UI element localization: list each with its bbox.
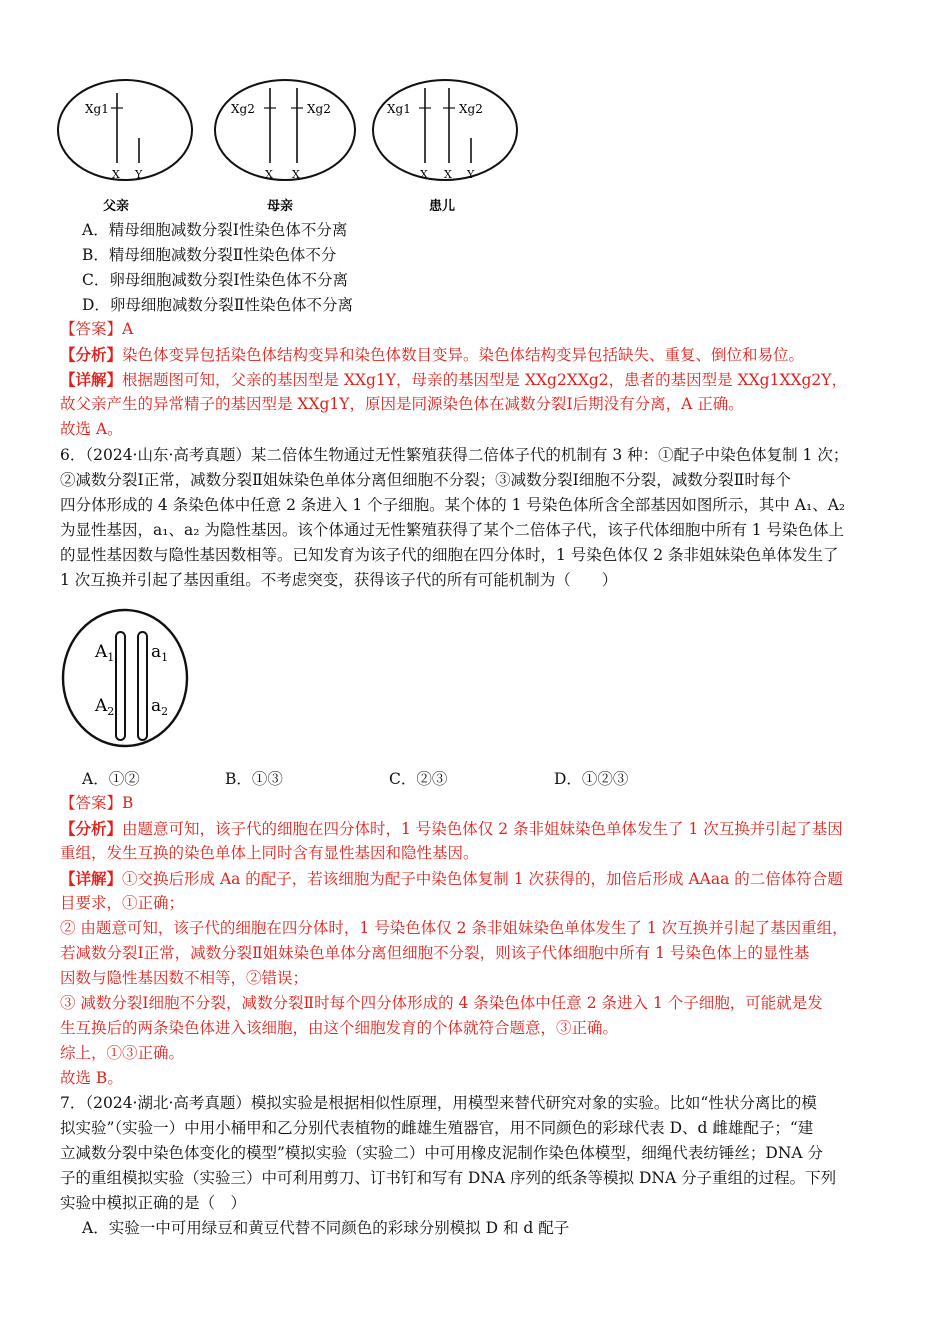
svg-text:X: X	[112, 168, 120, 181]
patient-gene-label-right: Xg2	[459, 102, 483, 116]
figure-chromosome-genes	[58, 605, 198, 755]
q6-analysis-line: 重组，发生互换的染色单体上同时含有显性基因和隐性基因。	[60, 844, 479, 862]
q6-stem-line: 四分体形成的 4 条染色体中任意 2 条进入 1 个子细胞。某个体的 1 号染色体所含全部基因如图所示，其中 A₁、A₂	[60, 496, 846, 514]
svg-text:X: X	[292, 168, 300, 181]
q5-option-a: A．精母细胞减数分裂Ⅰ性染色体不分离	[82, 221, 348, 239]
q7-stem-line: 立减数分裂中染色体变化的模型”模拟实验（实验二）中可用橡皮泥制作染色体模型，细绳代表纺锤丝；DNA 分	[60, 1144, 824, 1162]
gene-a2-label: $a_2$	[151, 696, 169, 718]
q5-detail-line: 故选 A。	[60, 420, 123, 438]
q5-analysis: 【分析】染色体变异包括染色体结构变异和染色体数目变异。染色体结构变异包括缺失、重复、倒位和易位。	[60, 345, 805, 364]
figure-sex-chromosome-cells	[55, 78, 525, 218]
q5-detail-line: 故父亲产生的异常精子的基因型是 XXg1Y，原因是同源染色体在减数分裂Ⅰ后期没有分离，A 正确。	[60, 395, 744, 413]
q7-stem-line: 7．（2024·湖北·高考真题）模拟实验是根据相似性原理，用模型来替代研究对象的实验。比如“性状分离比的模	[60, 1094, 817, 1112]
q6-detail-line: 【详解】①交换后形成 Aa 的配子，若该细胞为配子中染色体复制 1 次获得的，加倍后形成 AAaa 的二倍体符合题	[60, 869, 843, 888]
q5-option-d: D．卵母细胞减数分裂Ⅱ性染色体不分离	[82, 296, 353, 314]
q7-stem-line: 子的重组模拟实验（实验三）中可利用剪刀、订书钉和写有 DNA 序列的纸条等模拟 DNA 分子重组的过程。下列	[60, 1169, 837, 1187]
patient-gene-label-left: Xg1	[387, 102, 411, 116]
q5-option-c: C．卵母细胞减数分裂Ⅰ性染色体不分离	[82, 271, 348, 289]
q5-option-b: B．精母细胞减数分裂Ⅱ性染色体不分	[82, 246, 337, 264]
q6-stem-line: 为显性基因，a₁、a₂ 为隐性基因。该个体通过无性繁殖获得了某个二倍体子代，该子代体细胞中所有 1 号染色体上	[60, 521, 845, 539]
mother-gene-label-right: Xg2	[307, 102, 331, 116]
patient-caption: 患儿	[429, 199, 456, 214]
q6-detail-line: ③ 减数分裂Ⅰ细胞不分裂，减数分裂Ⅱ时每个四分体形成的 4 条染色体中任意 2 条进入 1 个子细胞，可能就是发	[60, 994, 823, 1012]
q6-detail-line: 生互换后的两条染色体进入该细胞，由这个细胞发育的个体就符合题意，③正确。	[60, 1019, 619, 1037]
q6-option-d: D．①②③	[554, 770, 629, 788]
q6-stem-line: 的显性基因数与隐性基因数相等。已知发育为该子代的细胞在四分体时，1 号染色体仅 2 条非姐妹染色单体发生了	[60, 546, 839, 564]
q7-option-a: A．实验一中可用绿豆和黄豆代替不同颜色的彩球分别模拟 D 和 d 配子	[82, 1219, 570, 1237]
q6-option-c: C．②③	[389, 770, 448, 788]
q6-detail-line: 若减数分裂Ⅰ正常，减数分裂Ⅱ姐妹染色单体分离但细胞不分裂，则该子代体细胞中所有 1 号染色体上的显性基	[60, 944, 810, 962]
q7-stem-line: 实验中模拟正确的是（ ）	[60, 1194, 247, 1212]
q6-stem-line: ②减数分裂Ⅰ正常，减数分裂Ⅱ姐妹染色单体分离但细胞不分裂；③减数分裂Ⅰ细胞不分裂，减数分裂Ⅱ时每个	[60, 471, 791, 489]
mother-gene-label-left: Xg2	[231, 102, 255, 116]
mother-cell	[215, 80, 355, 214]
svg-text:Y: Y	[467, 168, 475, 181]
q6-option-b: B．①③	[225, 770, 283, 788]
svg-text:X: X	[265, 168, 273, 181]
father-cell	[58, 80, 192, 214]
q6-detail-line: 因数与隐性基因数不相等，②错误；	[60, 969, 309, 987]
gene-a1-label: $a_1$	[151, 642, 169, 664]
q6-detail-line: 目要求，①正确；	[60, 894, 185, 912]
svg-text:X: X	[444, 168, 452, 181]
q6-detail-line: ② 由题意可知，该子代的细胞在四分体时，1 号染色体仅 2 条非姐妹染色单体发生了 1 次互换并引起了基因重组，	[60, 919, 848, 937]
gene-A1-label: $A_1$	[95, 642, 115, 664]
father-gene-label: Xg1	[85, 102, 109, 116]
gene-A2-label: $A_2$	[95, 696, 115, 718]
q6-stem-line: 6．（2024·山东·高考真题）某二倍体生物通过无性繁殖获得二倍体子代的机制有 3 种：①配子中染色体复制 1 次；	[60, 446, 849, 464]
mother-caption: 母亲	[267, 199, 294, 214]
q6-answer: 【答案】B	[60, 794, 134, 812]
q6-detail-line: 综上，①③正确。	[60, 1044, 185, 1062]
q6-option-a: A．①②	[82, 770, 140, 788]
q7-stem-line: 拟实验”（实验一）中用小桶甲和乙分别代表植物的雌雄生殖器官，用不同颜色的彩球代表 D、d 雌雄配子；“建	[60, 1119, 814, 1137]
patient-cell	[373, 80, 517, 214]
q5-detail-line: 【详解】根据题图可知，父亲的基因型是 XXg1Y，母亲的基因型是 XXg2XXg2，患者的基因型是 XXg1XXg2Y，	[60, 370, 848, 389]
q6-stem-line: 1 次互换并引起了基因重组。不考虑突变，获得该子代的所有可能机制为（ ）	[60, 571, 618, 589]
q6-analysis-line: 【分析】由题意可知，该子代的细胞在四分体时，1 号染色体仅 2 条非姐妹染色单体发生了 1 次互换并引起了基因	[60, 819, 843, 838]
father-caption: 父亲	[103, 199, 130, 214]
svg-text:Y: Y	[135, 168, 143, 181]
svg-text:X: X	[420, 168, 428, 181]
q5-answer: 【答案】A	[60, 320, 134, 338]
q6-detail-line: 故选 B。	[60, 1069, 123, 1087]
